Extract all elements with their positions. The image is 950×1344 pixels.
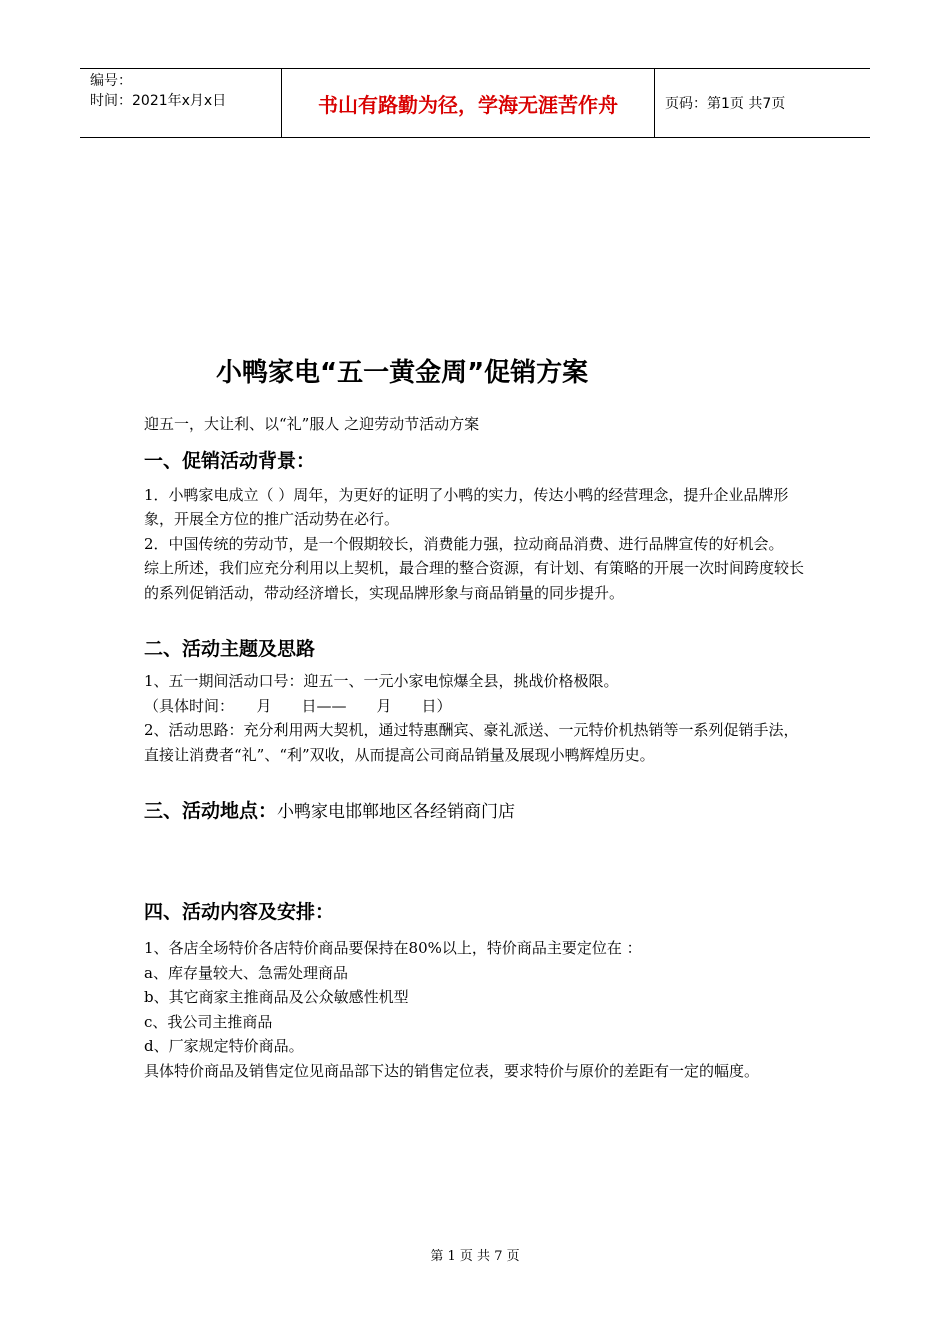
header-meta bbox=[80, 69, 282, 137]
section-2-paragraph: 1、五一期间活动口号：迎五一、一元小家电惊爆全县，挑战价格极限。 bbox=[144, 672, 619, 690]
section-4-paragraph: 具体特价商品及销售定位见商品部下达的销售定位表，要求特价与原价的差距有一定的幅度。 bbox=[144, 1061, 760, 1080]
section-2-paragraph: 2、活动思路：充分利用两大契机，通过特惠酬宾、豪礼派送、一元特价机热销等一系列促销手法，直接让消费者“礼”、“利”双收，从而提高公司商品销量及展现小鸭辉煌历史。 bbox=[144, 721, 799, 764]
section-4-item-b: b、其它商家主推商品及公众敏感性机型 bbox=[144, 988, 409, 1006]
header-motto: 书山有路勤为径，学海无涯苦作舟 bbox=[282, 69, 655, 137]
section-1-heading: 一、促销活动背景： bbox=[144, 449, 316, 472]
time-label: 时间：2021年x月x日 bbox=[90, 93, 227, 109]
section-4-item-c: c、我公司主推商品 bbox=[144, 1012, 273, 1031]
page-footer: 第 1 页 共 7 页 bbox=[430, 1249, 520, 1264]
section-1-paragraph: 2．中国传统的劳动节，是一个假期较长，消费能力强，拉动商品消费、进行品牌宣传的好机会。 bbox=[144, 534, 784, 553]
section-1-paragraph: 1．小鸭家电成立（ ）周年，为更好的证明了小鸭的实力，传达小鸭的经营理念，提升企业品牌形象，开展全方位的推广活动势在必行。 bbox=[144, 485, 789, 528]
section-4-heading: 四、活动内容及安排： bbox=[144, 901, 335, 923]
document-header bbox=[80, 68, 870, 138]
section-3-heading-label: 三、活动地点： bbox=[144, 800, 278, 822]
section-4-paragraph: 1、各店全场特价各店特价商品要保持在80%以上，特价商品主要定位在 ： bbox=[144, 939, 642, 957]
section-2-heading: 二、活动主题及思路 bbox=[144, 638, 316, 660]
document-subtitle: 迎五一，大让利、以“礼”服人 之迎劳动节活动方案 bbox=[144, 415, 480, 433]
number-label: 编号： bbox=[90, 73, 132, 89]
section-4-item-d: d、厂家规定特价商品。 bbox=[144, 1037, 304, 1055]
section-1-paragraph: 综上所述，我们应充分利用以上契机，最合理的整合资源，有计划、有策略的开展一次时间跨度较长的系列促销活动，带动经济增长，实现品牌形象与商品销量的同步提升。 bbox=[144, 559, 805, 602]
section-4-item-a: a、库存量较大、急需处理商品 bbox=[144, 963, 348, 982]
document-title: 小鸭家电“五一黄金周”促销方案 bbox=[216, 358, 589, 388]
section-3-heading bbox=[144, 795, 812, 828]
document-body bbox=[144, 350, 812, 1083]
header-page-label: 页码：第1页 共7页 bbox=[665, 96, 786, 112]
section-2-paragraph: （具体时间： 月 日—— 月 日） bbox=[144, 696, 452, 715]
section-3-location: 小鸭家电邯郸地区各经销商门店 bbox=[277, 802, 516, 822]
